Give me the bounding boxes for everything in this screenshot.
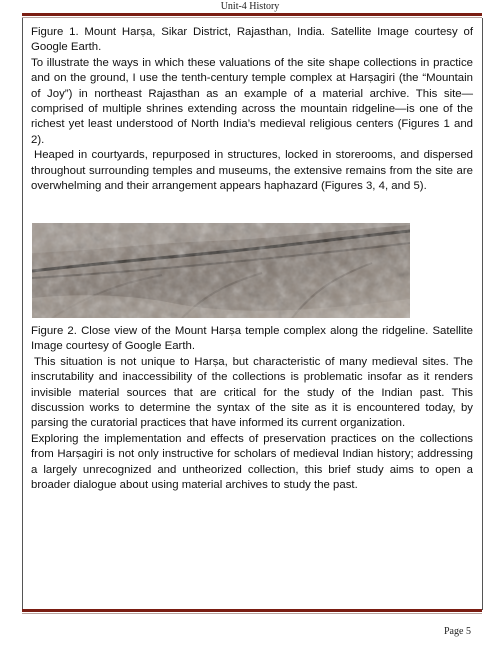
figure-1-caption: Figure 1. Mount Harṣa, Sikar District, Rajasthan, India. Satellite Image courtesy of Google Earth. bbox=[31, 26, 473, 54]
figure-2-caption: Figure 2. Close view of the Mount Harṣa temple complex along the ridgeline. Satellite Image courtesy of Google Earth. bbox=[31, 325, 473, 353]
page-number: Page 5 bbox=[444, 626, 471, 637]
running-header: Unit-4 History bbox=[220, 1, 280, 12]
footer-rule-thin bbox=[22, 613, 482, 614]
satellite-image bbox=[32, 223, 410, 318]
text-block-upper bbox=[31, 25, 473, 194]
footer-rule bbox=[22, 609, 482, 612]
satellite-terrain bbox=[32, 223, 410, 318]
paragraph-3: This situation is not unique to Harṣa, but characteristic of many medieval sites. The inscrutability and inaccessibility of the collections is problematic insofar as it renders invisible material sources that are critical for the study of the Indian past. This discussion works to determine the syntax of the site as it is encountered today, by parsing the curatorial practices that have informed its current organization. bbox=[31, 355, 473, 430]
paragraph-1: To illustrate the ways in which these valuations of the site shape collections in practice and on the ground, I use the tenth-century temple complex at Harṣagiri (the “Mountain of Joy”) in northeast Rajasthan as an example of a material archive. This site—comprised of multiple shrines extending across the mountain ridgeline—is one of the richest yet least understood of North India’s medieval religious centers (Figures 1 and 2). bbox=[31, 56, 473, 146]
text-block-lower bbox=[31, 324, 473, 493]
header-rule bbox=[22, 13, 482, 16]
paragraph-4: Exploring the implementation and effects of preservation practices on the collections from Harṣagiri is not only instructive for scholars of medieval Indian history; addressing a largely unrecognized and untheorized collection, this brief study aims to open a broader dialogue about using material archives to study the past. bbox=[31, 432, 473, 492]
paragraph-2: Heaped in courtyards, repurposed in structures, locked in storerooms, and dispersed throughout surrounding temples and museums, the extensive remains from the site are overwhelming and their arrangement appears haphazard (Figures 3, 4, and 5). bbox=[31, 149, 473, 193]
